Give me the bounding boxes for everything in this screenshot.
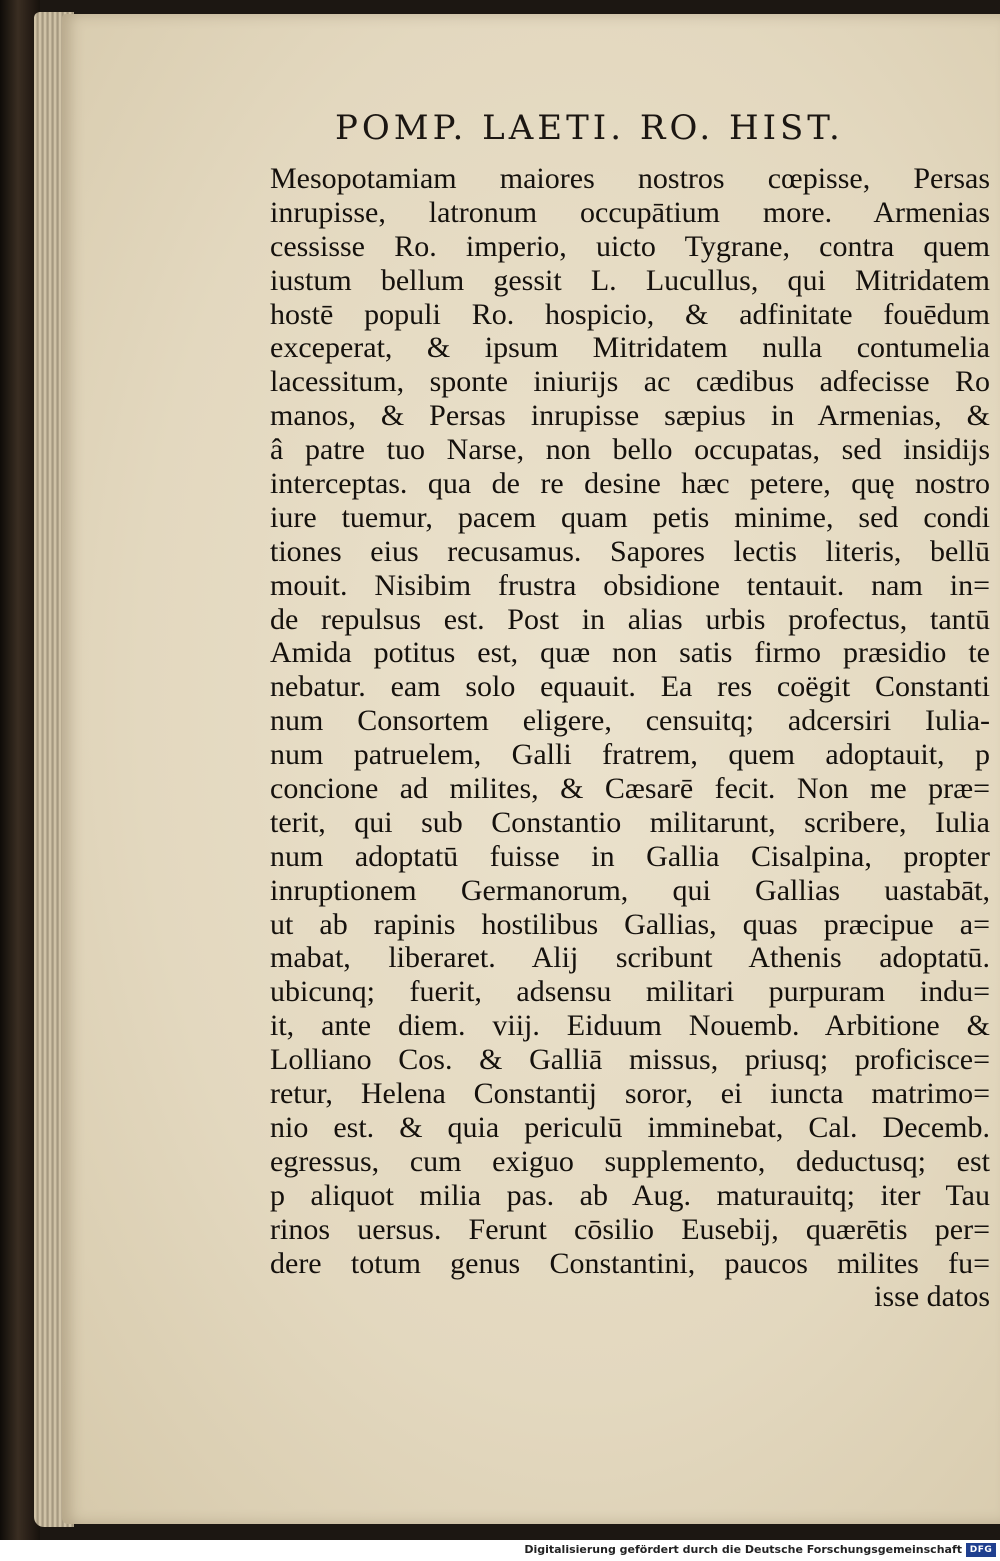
text-line: Mesopotamiam maiores nostros cœpisse, Persas	[270, 162, 990, 195]
text-line: retur, Helena Constantij soror, ei iuncta matrimo=	[270, 1077, 990, 1111]
footer-credit: Digitalisierung gefördert durch die Deutsche Forschungsgemeinschaft	[524, 1543, 962, 1556]
text-line: cessisse Ro. imperio, uicto Tygrane, contra quem	[270, 229, 990, 263]
text-line: iure tuemur, pacem quam petis minime, sed condi	[270, 500, 990, 534]
text-line: rinos uersus. Ferunt cōsilio Eusebij, quærētis per=	[270, 1212, 990, 1246]
text-line: num Consortem eligere, censuitq; adcersiri Iulia-	[270, 704, 990, 738]
text-line: mouit. Nisibim frustra obsidione tentauit. nam in=	[270, 568, 990, 602]
text-line: p aliquot milia pas. ab Aug. maturauitq; iter Tau	[270, 1178, 990, 1212]
footer-bar	[0, 1540, 1000, 1561]
text-line: num adoptatū fuisse in Gallia Cisalpina, propter	[270, 839, 990, 873]
text-line: ut ab rapinis hostilibus Gallias, quas præcipue a=	[270, 907, 990, 941]
text-line: de repulsus est. Post in alias urbis profectus, tantū	[270, 602, 990, 636]
text-line: Amida potitus est, quæ non satis firmo præsidio te	[270, 636, 990, 670]
text-line: interceptas. qua de re desine hæc petere, quę nostro	[270, 467, 990, 501]
text-line: ubicunq; fuerit, adsensu militari purpuram indu=	[270, 975, 990, 1009]
text-line: mabat, liberaret. Alij scribunt Athenis adoptatū.	[270, 941, 990, 975]
text-line: dere totum genus Constantini, paucos milites fu=	[270, 1246, 990, 1280]
text-line: nebatur. eam solo equauit. Ea res coëgit Constanti	[270, 670, 990, 704]
text-line: nio est. & quia periculū imminebat, Cal. Decemb.	[270, 1110, 990, 1144]
text-line: egressus, cum exiguo supplemento, deductusq; est	[270, 1144, 990, 1178]
text-line: terit, qui sub Constantio militarunt, scribere, Iulia	[270, 805, 990, 839]
text-line: manos, & Persas inrupisse sæpius in Armenias, &	[270, 399, 990, 433]
text-line: inrupisse, latronum occupātium more. Armenias	[270, 195, 990, 229]
text-line: â patre tuo Narse, non bello occupatas, sed insidijs	[270, 433, 990, 467]
dfg-logo-icon: DFG	[966, 1543, 996, 1557]
text-line: num patruelem, Galli fratrem, quem adoptauit, p	[270, 738, 990, 772]
running-head: POMP. LAETI. RO. HIST.	[335, 108, 844, 148]
text-line: inruptionem Germanorum, qui Gallias uastabāt,	[270, 873, 990, 907]
text-line: Lolliano Cos. & Galliā missus, priusq; proficisce=	[270, 1043, 990, 1077]
text-line: tiones eius recusamus. Sapores lectis literis, bellū	[270, 534, 990, 568]
text-line: lacessitum, sponte iniurijs ac cædibus adfecisse Ro	[270, 365, 990, 399]
text-line: it, ante diem. viij. Eiduum Nouemb. Arbitione &	[270, 1009, 990, 1043]
body-text	[270, 162, 990, 1314]
text-line: hostē populi Ro. hospicio, & adfinitate fouēdum	[270, 297, 990, 331]
catchword: isse datos	[874, 1280, 990, 1314]
text-line: exceperat, & ipsum Mitridatem nulla contumelia	[270, 331, 990, 365]
text-line: iustum bellum gessit L. Lucullus, qui Mitridatem	[270, 263, 990, 297]
text-line: concione ad milites, & Cæsarē fecit. Non me præ=	[270, 772, 990, 806]
